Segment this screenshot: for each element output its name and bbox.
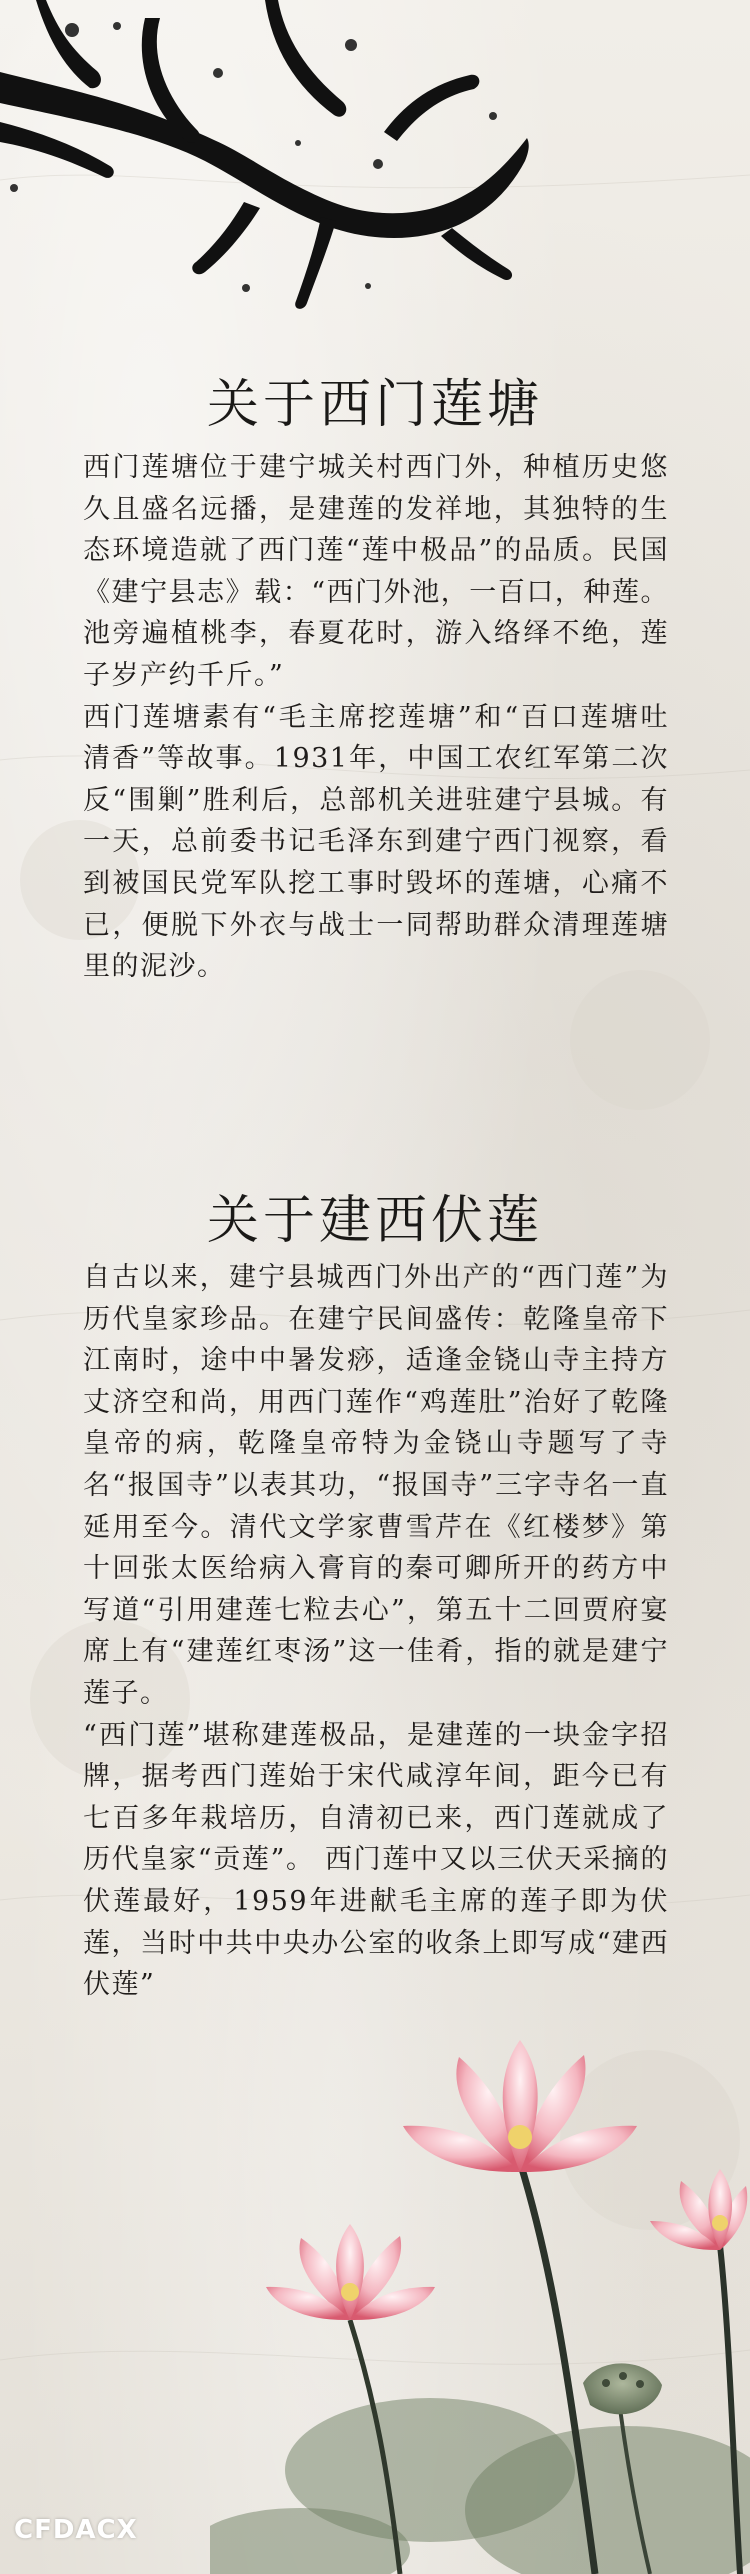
paragraph: 西门莲塘位于建宁城关村西门外，种植历史悠久且盛名远播，是建莲的发祥地，其独特的生态环境造就了西门莲“莲中极品”的品质。民国《建宁县志》载：“西门外池，一百口，种莲。池旁遍植桃李，春夏花时，游入络绎不绝，莲子岁产约千斤。”: [83, 452, 669, 691]
watermark-logo: CFDACX: [14, 2515, 138, 2545]
ink-plum-branch-art: [0, 0, 540, 390]
lotus-painting-art: [210, 2040, 750, 2574]
lotus-flower-left: [266, 2224, 435, 2320]
section-title: 关于建西伏莲: [206, 1191, 543, 1251]
lotus-flower-large: [403, 2040, 637, 2172]
paragraph: 西门莲塘素有“毛主席挖莲塘”和“百口莲塘吐清香”等故事。1931年，中国工农红军第二次反“围剿”胜利后，总部机关进驻建宁县城。有一天，总前委书记毛泽东到建宁西门视察，看到被国民党军队挖工事时毁坏的莲塘，心痛不已，便脱下外衣与战士一同帮助群众清理莲塘里的泥沙。: [83, 701, 669, 983]
article-body: [83, 447, 669, 988]
lotus-flower-right: [650, 2169, 747, 2250]
article-body: [83, 1257, 669, 2006]
lotus-seed-pod: [583, 2363, 662, 2414]
paragraph: 自古以来，建宁县城西门外出产的“西门莲”为历代皇家珍品。在建宁民间盛传：乾隆皇帝下江南时，途中中暑发痧，适逢金铙山寺主持方丈济空和尚，用西门莲作“鸡莲肚”治好了乾隆皇帝的病，乾隆皇帝特为金铙山寺题写了寺名“报国寺”以表其功，“报国寺”三字寺名一直延用至今。清代文学家曹雪芹在《红楼梦》第十回张太医给病入膏肓的秦可卿所开的药方中写道“引用建莲七粒去心”，第五十二回贾府宴席上有“建莲红枣汤”这一佳肴，指的就是建宁莲子。: [83, 1262, 669, 1709]
paragraph: “西门莲”堪称建莲极品，是建莲的一块金字招牌，据考西门莲始于宋代咸淳年间，距今已有七百多年栽培历，自清初已来，西门莲就成了历代皇家“贡莲”。 西门莲中又以三伏天采摘的伏莲最好，1959年进献毛主席的莲子即为伏莲，当时中共中央办公室的收条上即写成“建西伏莲”: [83, 1719, 669, 2001]
section-title: 关于西门莲塘: [206, 375, 543, 435]
